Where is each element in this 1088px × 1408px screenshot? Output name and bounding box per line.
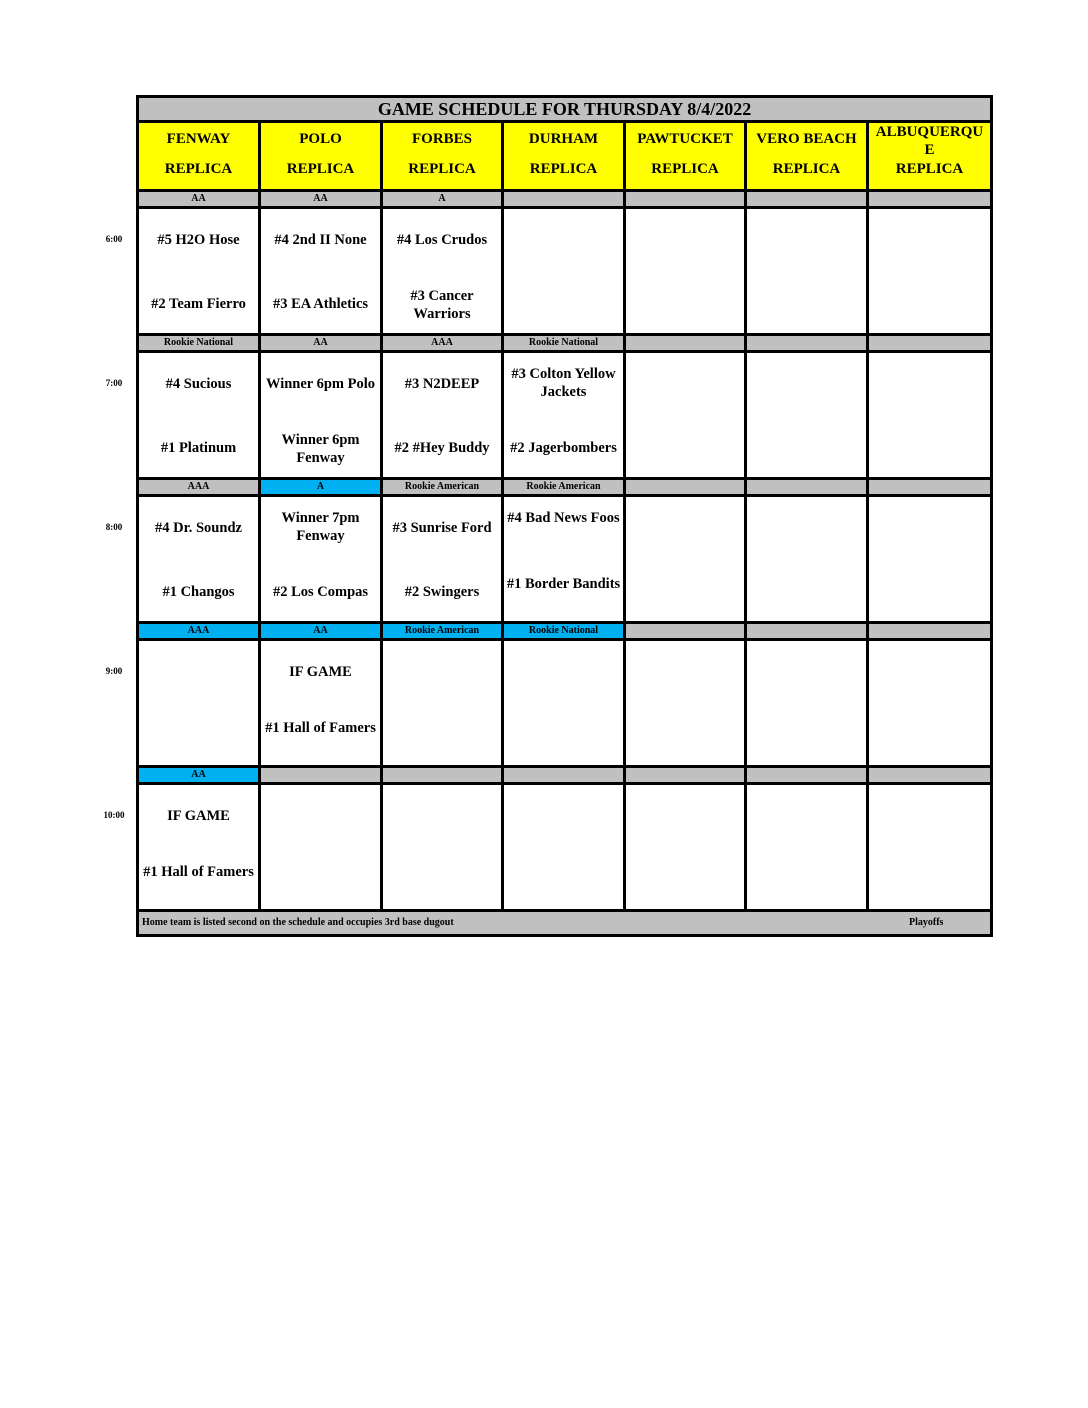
division-label	[503, 767, 625, 784]
division-label: AA	[138, 767, 260, 784]
game-cell	[503, 640, 625, 767]
game-cell	[260, 784, 382, 911]
schedule-table	[136, 95, 993, 937]
venue-subtitle: REPLICA	[529, 161, 598, 177]
game-cell	[503, 208, 625, 335]
game-cell	[260, 208, 382, 335]
game-cell	[746, 784, 868, 911]
schedule-sheet	[103, 95, 990, 937]
home-team: #2 Jagerbombers	[510, 440, 617, 456]
game-cell	[868, 640, 992, 767]
game-cell	[503, 784, 625, 911]
game-row	[138, 784, 992, 911]
game-cell	[260, 640, 382, 767]
venue-header	[260, 122, 382, 191]
game-cell	[746, 208, 868, 335]
venue-subtitle: REPLICA	[651, 161, 719, 177]
venue-name: PAWTUCKET	[637, 131, 733, 147]
game-cell	[503, 352, 625, 479]
home-team: #2 Team Fierro	[151, 296, 246, 312]
venue-name: ALBUQUERQU E	[875, 124, 984, 158]
game-cell	[503, 496, 625, 623]
home-team-note: Home team is listed second on the schedule and occupies 3rd base dugout	[142, 917, 454, 928]
game-cell	[625, 640, 746, 767]
home-team: #1 Hall of Famers	[143, 864, 254, 880]
home-team: #1 Border Bandits	[506, 576, 621, 592]
game-cell	[625, 208, 746, 335]
time-label: 6:00	[105, 233, 123, 244]
division-label	[625, 191, 746, 208]
division-row	[138, 623, 992, 640]
division-label	[868, 335, 992, 352]
game-cell	[746, 352, 868, 479]
home-team: #1 Platinum	[160, 440, 237, 456]
game-cell	[868, 352, 992, 479]
division-label	[746, 767, 868, 784]
venue-subtitle: REPLICA	[408, 161, 476, 177]
game-cell	[868, 496, 992, 623]
game-row	[138, 208, 992, 335]
game-cell	[868, 208, 992, 335]
game-cell	[625, 352, 746, 479]
division-label	[746, 191, 868, 208]
division-label	[260, 767, 382, 784]
time-label: 7:00	[105, 377, 123, 388]
game-cell	[868, 784, 992, 911]
home-team: #3 EA Athletics	[272, 296, 369, 312]
division-label: A	[382, 191, 503, 208]
division-row	[138, 767, 992, 784]
venue-header	[138, 122, 260, 191]
venue-subtitle: REPLICA	[164, 161, 233, 177]
game-row	[138, 352, 992, 479]
away-team: #3 Colton Yellow Jackets	[511, 366, 616, 400]
venue-name: DURHAM	[528, 131, 599, 147]
division-label	[746, 335, 868, 352]
division-label: AAA	[382, 335, 503, 352]
division-label	[625, 479, 746, 496]
venue-subtitle: REPLICA	[772, 161, 841, 177]
venue-header	[382, 122, 503, 191]
division-label	[746, 479, 868, 496]
division-label: Rookie American	[382, 623, 503, 640]
away-team: #3 N2DEEP	[404, 376, 480, 392]
game-cell	[625, 784, 746, 911]
game-row	[138, 496, 992, 623]
game-cell	[382, 784, 503, 911]
division-label: Rookie National	[503, 335, 625, 352]
game-cell	[138, 208, 260, 335]
home-team: #2 #Hey Buddy	[394, 440, 490, 456]
division-label	[503, 191, 625, 208]
division-label	[382, 767, 503, 784]
game-cell	[382, 640, 503, 767]
game-cell	[382, 352, 503, 479]
footer-row	[138, 911, 992, 936]
venue-header	[503, 122, 625, 191]
game-row	[138, 640, 992, 767]
away-team: IF GAME	[289, 664, 352, 680]
division-row	[138, 479, 992, 496]
away-team: #4 2nd II None	[274, 232, 367, 248]
venue-header	[868, 122, 992, 191]
game-cell	[138, 640, 260, 767]
venue-name: VERO BEACH	[756, 131, 857, 147]
game-cell	[625, 496, 746, 623]
footer	[138, 911, 992, 936]
game-cell	[260, 352, 382, 479]
away-team: #4 Sucious	[165, 376, 232, 392]
division-label	[746, 623, 868, 640]
away-team: #4 Dr. Soundz	[155, 520, 242, 536]
division-label: AA	[138, 191, 260, 208]
game-cell	[138, 784, 260, 911]
schedule-title: GAME SCHEDULE FOR THURSDAY 8/4/2022	[138, 97, 992, 122]
venue-header	[746, 122, 868, 191]
division-label: Rookie National	[503, 623, 625, 640]
division-label	[625, 335, 746, 352]
home-team: #1 Changos	[162, 584, 235, 600]
division-label	[625, 623, 746, 640]
home-team: #1 Hall of Famers	[265, 720, 376, 736]
time-label: 10:00	[103, 809, 125, 820]
away-team: IF GAME	[167, 808, 230, 824]
game-cell	[138, 496, 260, 623]
division-row	[138, 335, 992, 352]
game-cell	[382, 496, 503, 623]
division-label: AA	[260, 623, 382, 640]
home-team: #2 Los Compas	[272, 584, 369, 600]
division-label	[868, 623, 992, 640]
division-label: Rookie National	[138, 335, 260, 352]
division-label	[868, 479, 992, 496]
time-label: 9:00	[105, 665, 123, 676]
game-cell	[260, 496, 382, 623]
division-label: AAA	[138, 479, 260, 496]
home-team: Winner 6pm Fenway	[281, 432, 360, 466]
division-label: Rookie American	[503, 479, 625, 496]
away-team: #4 Los Crudos	[396, 232, 488, 248]
division-label	[868, 767, 992, 784]
venue-subtitle: REPLICA	[286, 161, 355, 177]
venue-name: FENWAY	[166, 131, 231, 147]
game-cell	[382, 208, 503, 335]
division-label: AA	[260, 335, 382, 352]
away-team: Winner 6pm Polo	[265, 376, 376, 392]
away-team: #4 Bad News Foos	[507, 510, 620, 526]
home-team: #3 Cancer Warriors	[410, 288, 474, 322]
away-team: #5 H2O Hose	[157, 232, 240, 248]
division-label: Rookie American	[382, 479, 503, 496]
playoffs-label: Playoffs	[909, 917, 944, 928]
away-team: #3 Sunrise Ford	[392, 520, 492, 536]
division-label: A	[260, 479, 382, 496]
division-label	[625, 767, 746, 784]
division-label: AAA	[138, 623, 260, 640]
venue-name: FORBES	[411, 131, 472, 147]
home-team: #2 Swingers	[404, 584, 480, 600]
venue-header	[625, 122, 746, 191]
division-label: AA	[260, 191, 382, 208]
away-team: Winner 7pm Fenway	[281, 510, 360, 544]
game-cell	[138, 352, 260, 479]
game-cell	[746, 640, 868, 767]
division-row	[138, 191, 992, 208]
venue-header-row	[138, 122, 992, 191]
division-label	[868, 191, 992, 208]
game-cell	[746, 496, 868, 623]
venue-name: POLO	[299, 131, 342, 147]
venue-subtitle: REPLICA	[895, 161, 964, 177]
time-label: 8:00	[105, 521, 123, 532]
